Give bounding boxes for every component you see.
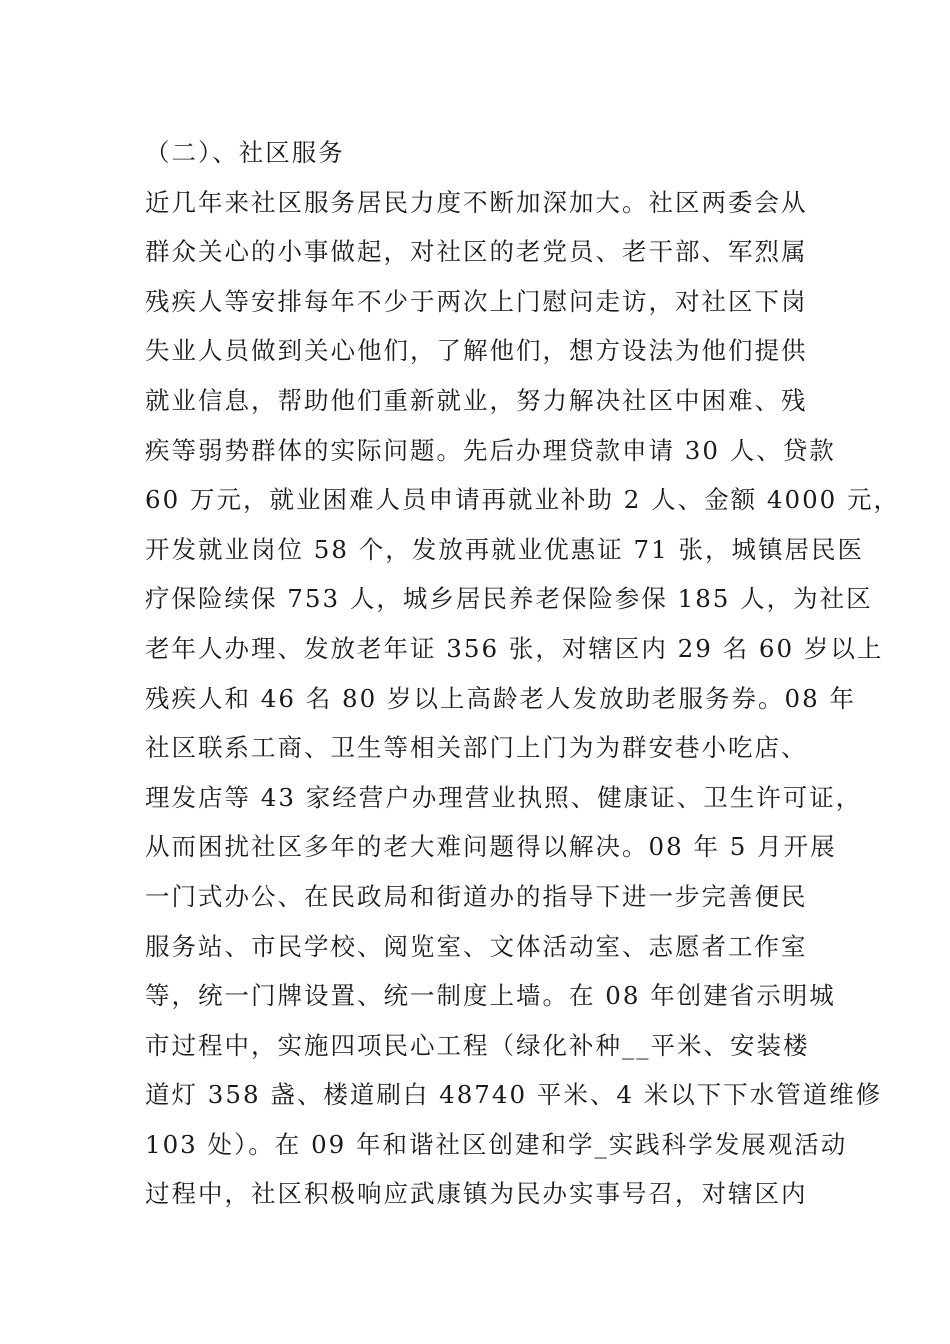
paragraph-line: 一门式办公、在民政局和街道办的指导下进一步完善便民: [145, 881, 808, 911]
document-body: [145, 128, 901, 1219]
paragraph-line: 老年人办理、发放老年证 356 张，对辖区内 29 名 60 岁以上: [145, 633, 884, 663]
paragraph-line: 从而困扰社区多年的老大难问题得以解决。08 年 5 月开展: [145, 832, 837, 862]
paragraph-line: 过程中，社区积极响应武康镇为民办实事号召，对辖区内: [145, 1179, 808, 1209]
paragraph-line: 残疾人等安排每年不少于两次上门慰问走访，对社区下岗: [145, 286, 808, 316]
paragraph-line: 疗保险续保 753 人，城乡居民养老保险参保 185 人，为社区: [145, 584, 873, 614]
section-heading: （二）、社区服务: [145, 138, 345, 167]
paragraph-line: 理发店等 43 家经营户办理营业执照、健康证、卫生许可证，: [145, 782, 863, 812]
paragraph-line: 60 万元，就业困难人员申请再就业补助 2 人、金额 4000 元，: [145, 485, 901, 515]
paragraph-line: 开发就业岗位 58 个，发放再就业优惠证 71 张，城镇居民医: [145, 534, 864, 564]
paragraph-line: 疾等弱势群体的实际问题。先后办理贷款申请 30 人、贷款: [145, 435, 836, 465]
paragraph-line: 市过程中，实施四项民心工程（绿化补种__平米、安装楼: [145, 1030, 810, 1060]
paragraph-line: 等，统一门牌设置、统一制度上墙。在 08 年创建省示明城: [145, 981, 836, 1011]
paragraph-line: 残疾人和 46 名 80 岁以上高龄老人发放助老服务券。08 年: [145, 683, 856, 713]
paragraph-line: 群众关心的小事做起，对社区的老党员、老干部、军烈属: [145, 237, 808, 267]
paragraph-line: 就业信息，帮助他们重新就业，努力解决社区中困难、残: [145, 385, 808, 415]
paragraph-line: 近几年来社区服务居民力度不断加深加大。社区两委会从: [145, 187, 808, 217]
paragraph-line: 服务站、市民学校、阅览室、文体活动室、志愿者工作室: [145, 931, 808, 961]
paragraph-line: 失业人员做到关心他们，了解他们，想方设法为他们提供: [145, 336, 808, 366]
paragraph-line: 103 处）。在 09 年和谐社区创建和学_实践科学发展观活动: [145, 1129, 848, 1159]
paragraph-line: 社区联系工商、卫生等相关部门上门为为群安巷小吃店、: [145, 733, 808, 763]
paragraph-line: 道灯 358 盏、楼道刷白 48740 平米、4 米以下下水管道维修: [145, 1080, 883, 1110]
